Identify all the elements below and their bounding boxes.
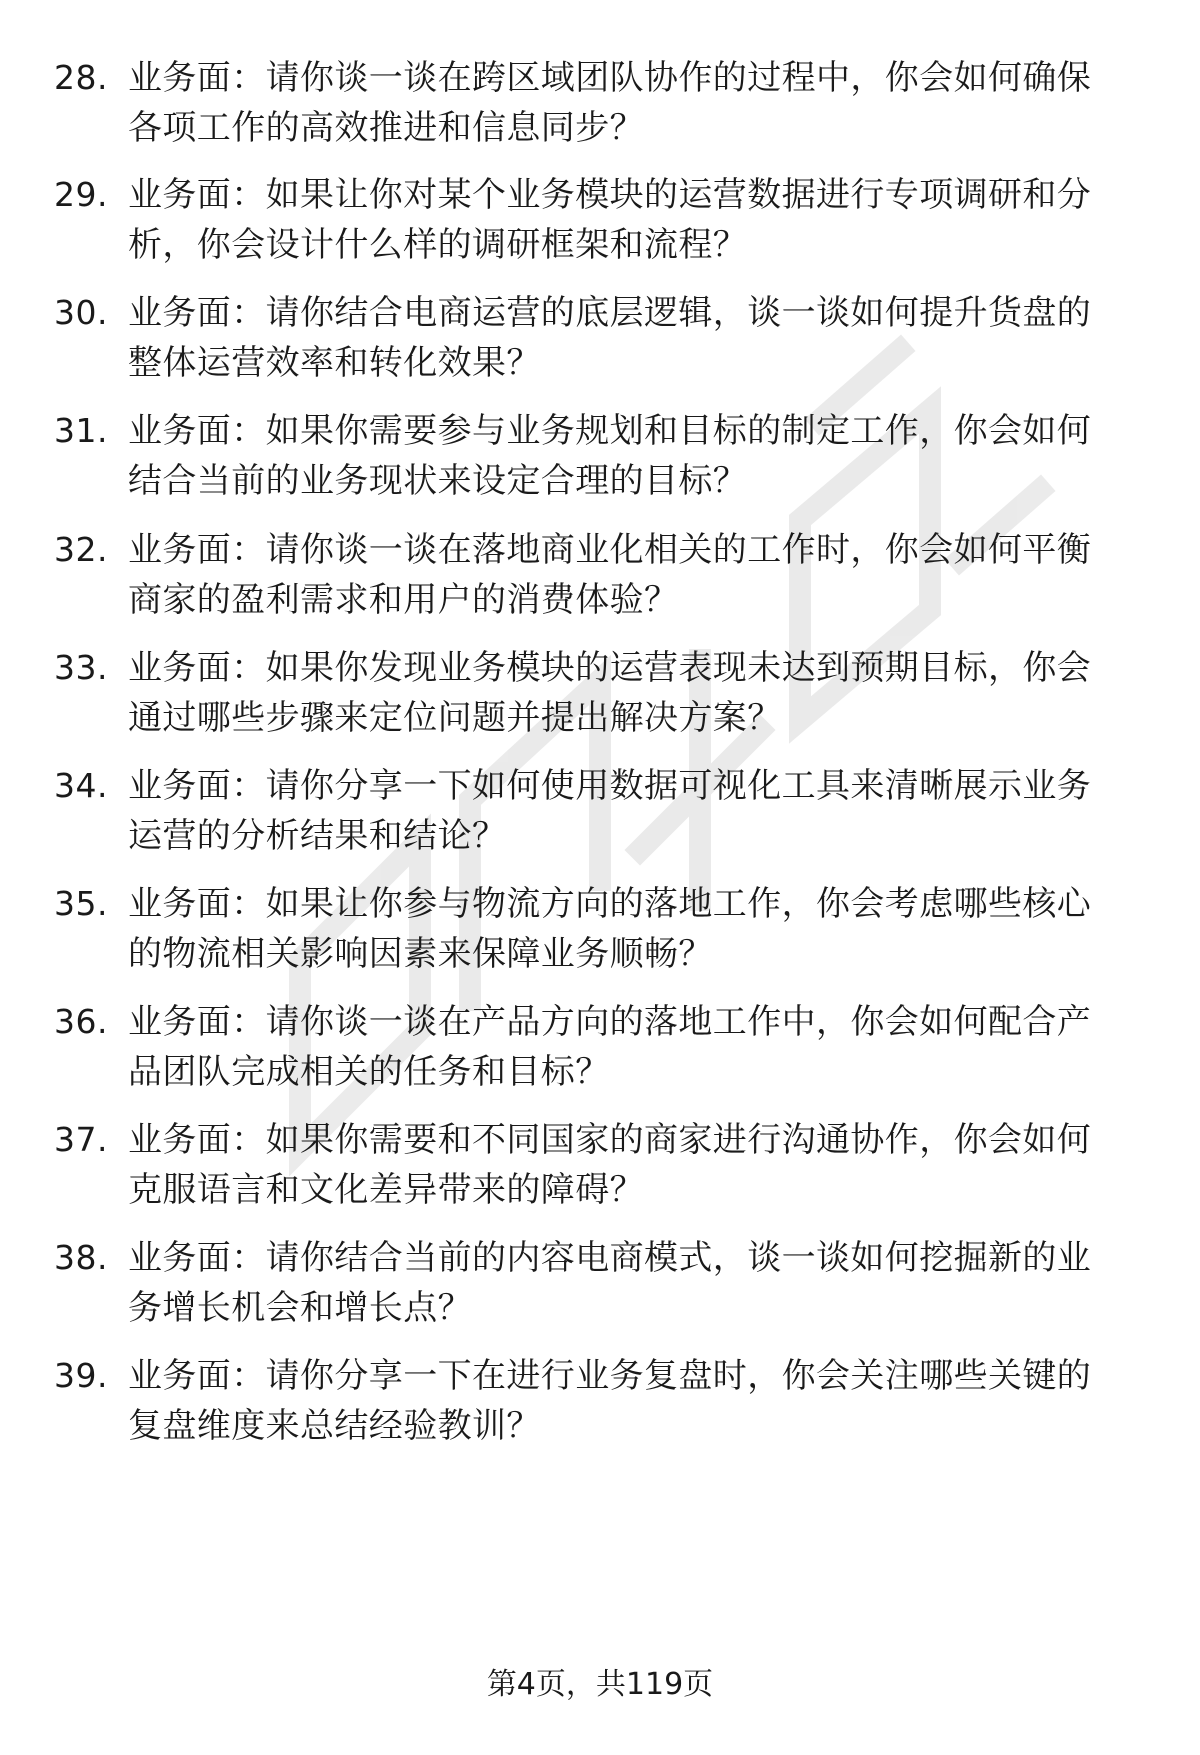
question-text: [128, 406, 1138, 506]
question-item: [0, 1115, 1200, 1235]
question-line: 复盘维度来总结经验教训？: [128, 1406, 541, 1446]
question-number: 31.: [54, 411, 108, 450]
question-item: [0, 879, 1200, 999]
question-text: [128, 997, 1138, 1097]
question-line: 业务面：请你谈一谈在跨区域团队协作的过程中，你会如何确保: [128, 58, 1092, 98]
question-item: [0, 406, 1200, 526]
question-number: 36.: [54, 1002, 108, 1041]
question-line: 业务面：如果你需要和不同国家的商家进行沟通协作，你会如何: [128, 1120, 1092, 1160]
question-item: [0, 170, 1200, 290]
question-number: 38.: [54, 1238, 108, 1277]
question-item: [0, 761, 1200, 881]
question-text: [128, 761, 1138, 861]
question-line: 业务面：如果你需要参与业务规划和目标的制定工作，你会如何: [128, 411, 1092, 451]
question-line: 业务面：请你谈一谈在产品方向的落地工作中，你会如何配合产: [128, 1002, 1092, 1042]
question-item: [0, 1351, 1200, 1471]
question-number: 29.: [54, 175, 108, 214]
question-item: [0, 643, 1200, 763]
question-line: 业务面：如果你发现业务模块的运营表现未达到预期目标，你会: [128, 648, 1092, 688]
question-number: 37.: [54, 1120, 108, 1159]
question-line: 的物流相关影响因素来保障业务顺畅？: [128, 934, 713, 974]
question-number: 32.: [54, 530, 108, 569]
question-line: 各项工作的高效推进和信息同步？: [128, 108, 644, 148]
question-number: 34.: [54, 766, 108, 805]
question-line: 业务面：请你结合当前的内容电商模式，谈一谈如何挖掘新的业: [128, 1238, 1092, 1278]
question-line: 业务面：请你分享一下如何使用数据可视化工具来清晰展示业务: [128, 766, 1092, 806]
question-line: 整体运营效率和转化效果？: [128, 343, 541, 383]
question-item: [0, 288, 1200, 408]
question-line: 业务面：如果让你对某个业务模块的运营数据进行专项调研和分: [128, 175, 1092, 215]
question-text: [128, 288, 1138, 388]
question-line: 务增长机会和增长点？: [128, 1288, 472, 1328]
question-item: [0, 53, 1200, 173]
question-number: 35.: [54, 884, 108, 923]
question-line: 克服语言和文化差异带来的障碍？: [128, 1170, 644, 1210]
question-line: 通过哪些步骤来定位问题并提出解决方案？: [128, 698, 782, 738]
question-text: [128, 1233, 1138, 1333]
question-item: [0, 997, 1200, 1117]
question-text: [128, 170, 1138, 270]
question-text: [128, 53, 1138, 153]
question-line: 品团队完成相关的任务和目标？: [128, 1052, 610, 1092]
question-text: [128, 643, 1138, 743]
question-item: [0, 1233, 1200, 1353]
question-line: 业务面：请你谈一谈在落地商业化相关的工作时，你会如何平衡: [128, 530, 1092, 570]
question-line: 业务面：请你分享一下在进行业务复盘时，你会关注哪些关键的: [128, 1356, 1092, 1396]
question-text: [128, 1351, 1138, 1451]
page-footer: 第4页，共119页: [486, 1667, 714, 1702]
question-line: 商家的盈利需求和用户的消费体验？: [128, 580, 679, 620]
question-line: 业务面：请你结合电商运营的底层逻辑，谈一谈如何提升货盘的: [128, 293, 1092, 333]
question-number: 33.: [54, 648, 108, 687]
question-line: 结合当前的业务现状来设定合理的目标？: [128, 461, 748, 501]
question-number: 30.: [54, 293, 108, 332]
question-number: 28.: [54, 58, 108, 97]
question-number: 39.: [54, 1356, 108, 1395]
question-text: [128, 879, 1138, 979]
question-line: 运营的分析结果和结论？: [128, 816, 507, 856]
question-text: [128, 1115, 1138, 1215]
question-line: 析，你会设计什么样的调研框架和流程？: [128, 225, 748, 265]
question-line: 业务面：如果让你参与物流方向的落地工作，你会考虑哪些核心: [128, 884, 1092, 924]
question-item: [0, 525, 1200, 645]
question-text: [128, 525, 1138, 625]
